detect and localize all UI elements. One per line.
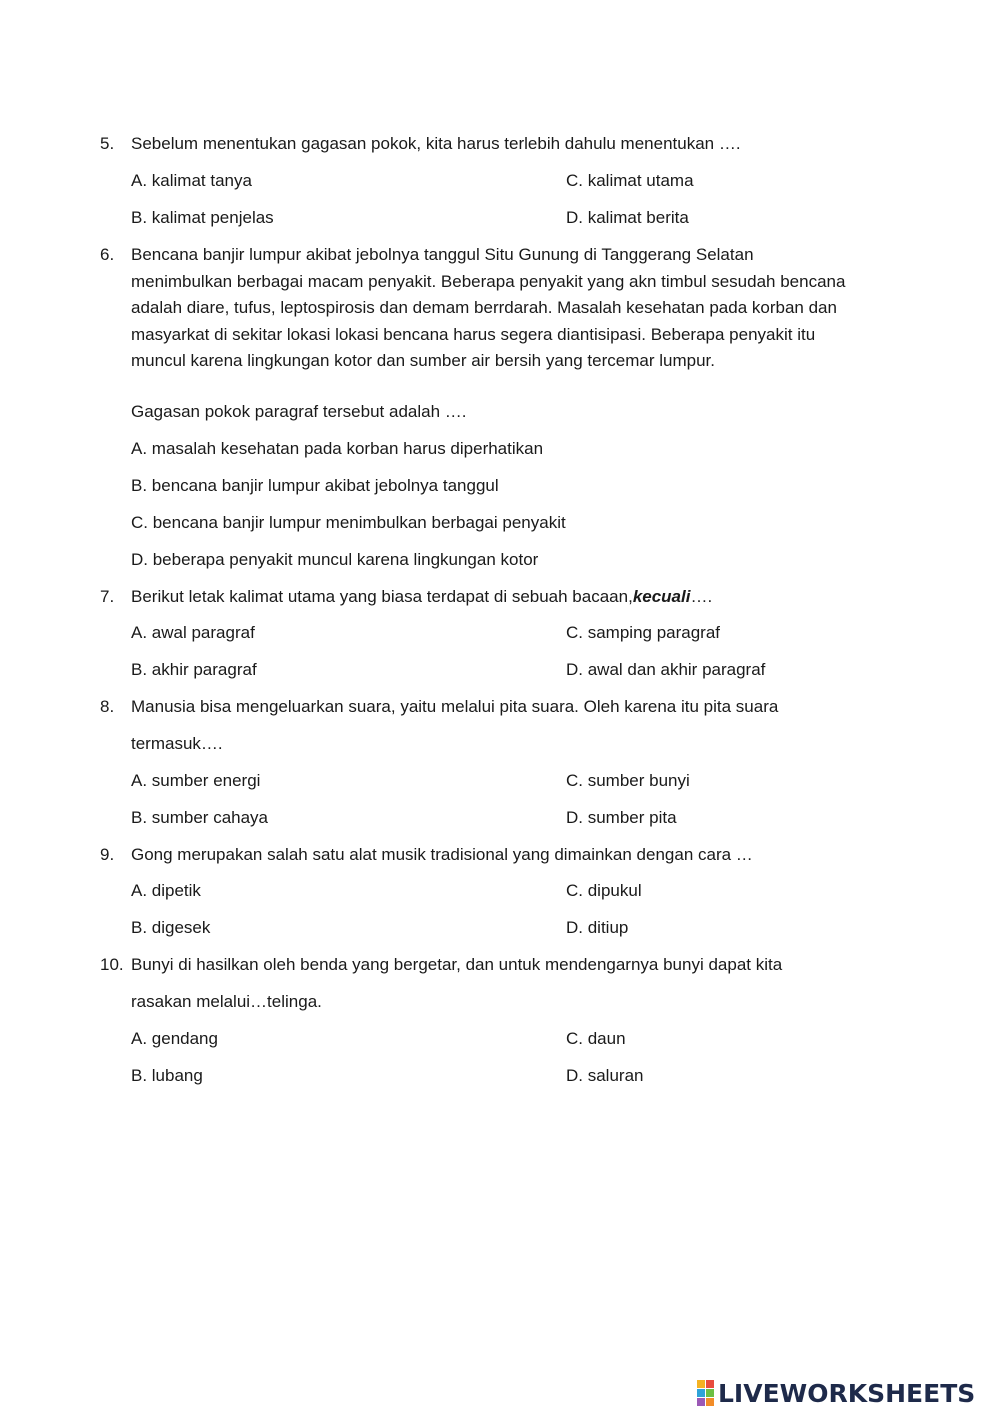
option-b[interactable]: B. kalimat penjelas (131, 208, 274, 227)
option-a[interactable]: A. masalah kesehatan pada korban harus diperhatikan (131, 439, 544, 458)
logo-mark-icon (697, 1380, 714, 1406)
option-b[interactable]: B. lubang (131, 1066, 203, 1085)
question-text: Gong merupakan salah satu alat musik tradisional yang dimainkan dengan cara … (131, 845, 753, 864)
question-number: 7. (100, 587, 115, 606)
question-text (131, 587, 712, 607)
question-text: termasuk…. (131, 734, 223, 753)
option-c[interactable]: C. sumber bunyi (566, 771, 690, 790)
question-number: 6. (100, 245, 115, 264)
question-number: 5. (100, 134, 115, 153)
passage-line: adalah diare, tufus, leptospirosis dan demam berrdarah. Masalah kesehatan pada korban dan (131, 298, 837, 317)
option-d[interactable]: D. beberapa penyakit muncul karena lingkungan kotor (131, 550, 539, 569)
option-b[interactable]: B. bencana banjir lumpur akibat jebolnya tanggul (131, 476, 499, 495)
emphasis-kecuali: kecuali (632, 587, 691, 606)
option-b[interactable]: B. digesek (131, 918, 211, 937)
passage-line: muncul karena lingkungan kotor dan sumber air bersih yang tercemar lumpur. (131, 351, 715, 370)
option-c[interactable]: C. dipukul (566, 881, 642, 900)
option-d[interactable]: D. ditiup (566, 918, 629, 937)
brand-name: LIVEWORKSHEETS (718, 1378, 976, 1408)
question-text: Sebelum menentukan gagasan pokok, kita harus terlebih dahulu menentukan …. (131, 134, 741, 153)
option-d[interactable]: D. awal dan akhir paragraf (566, 660, 766, 679)
passage-line: menimbulkan berbagai macam penyakit. Beberapa penyakit yang akn timbul sesudah bencana (131, 272, 846, 291)
option-b[interactable]: B. sumber cahaya (131, 808, 269, 827)
option-c[interactable]: C. daun (566, 1029, 626, 1048)
option-a[interactable]: A. kalimat tanya (131, 171, 252, 190)
option-a[interactable]: A. gendang (131, 1029, 218, 1048)
option-d[interactable]: D. sumber pita (566, 808, 677, 827)
liveworksheets-logo (697, 1378, 975, 1408)
question-text: Bunyi di hasilkan oleh benda yang bergetar, dan untuk mendengarnya bunyi dapat kita (131, 955, 783, 974)
question-number: 10. (100, 955, 124, 974)
question-number: 8. (100, 697, 115, 716)
option-c[interactable]: C. samping paragraf (566, 623, 721, 642)
option-a[interactable]: A. dipetik (131, 881, 201, 900)
question-text: rasakan melalui…telinga. (131, 992, 322, 1011)
option-a[interactable]: A. awal paragraf (131, 623, 255, 642)
question-prompt: Gagasan pokok paragraf tersebut adalah …. (131, 402, 467, 421)
option-c[interactable]: C. kalimat utama (566, 171, 694, 190)
option-d[interactable]: D. kalimat berita (566, 208, 689, 227)
question-text-main: Berikut letak kalimat utama yang biasa terdapat di sebuah bacaan, (131, 587, 633, 606)
passage-line: Bencana banjir lumpur akibat jebolnya tanggul Situ Gunung di Tanggerang Selatan (131, 245, 754, 264)
option-a[interactable]: A. sumber energi (131, 771, 261, 790)
question-text-ellipsis: …. (690, 587, 713, 606)
option-d[interactable]: D. saluran (566, 1066, 644, 1085)
option-b[interactable]: B. akhir paragraf (131, 660, 257, 679)
option-c[interactable]: C. bencana banjir lumpur menimbulkan berbagai penyakit (131, 513, 566, 532)
passage-line: masyarkat di sekitar lokasi lokasi bencana harus segera diantisipasi. Beberapa penyakit itu (131, 325, 816, 344)
question-number: 9. (100, 845, 115, 864)
question-text: Manusia bisa mengeluarkan suara, yaitu melalui pita suara. Oleh karena itu pita suara (131, 697, 779, 716)
